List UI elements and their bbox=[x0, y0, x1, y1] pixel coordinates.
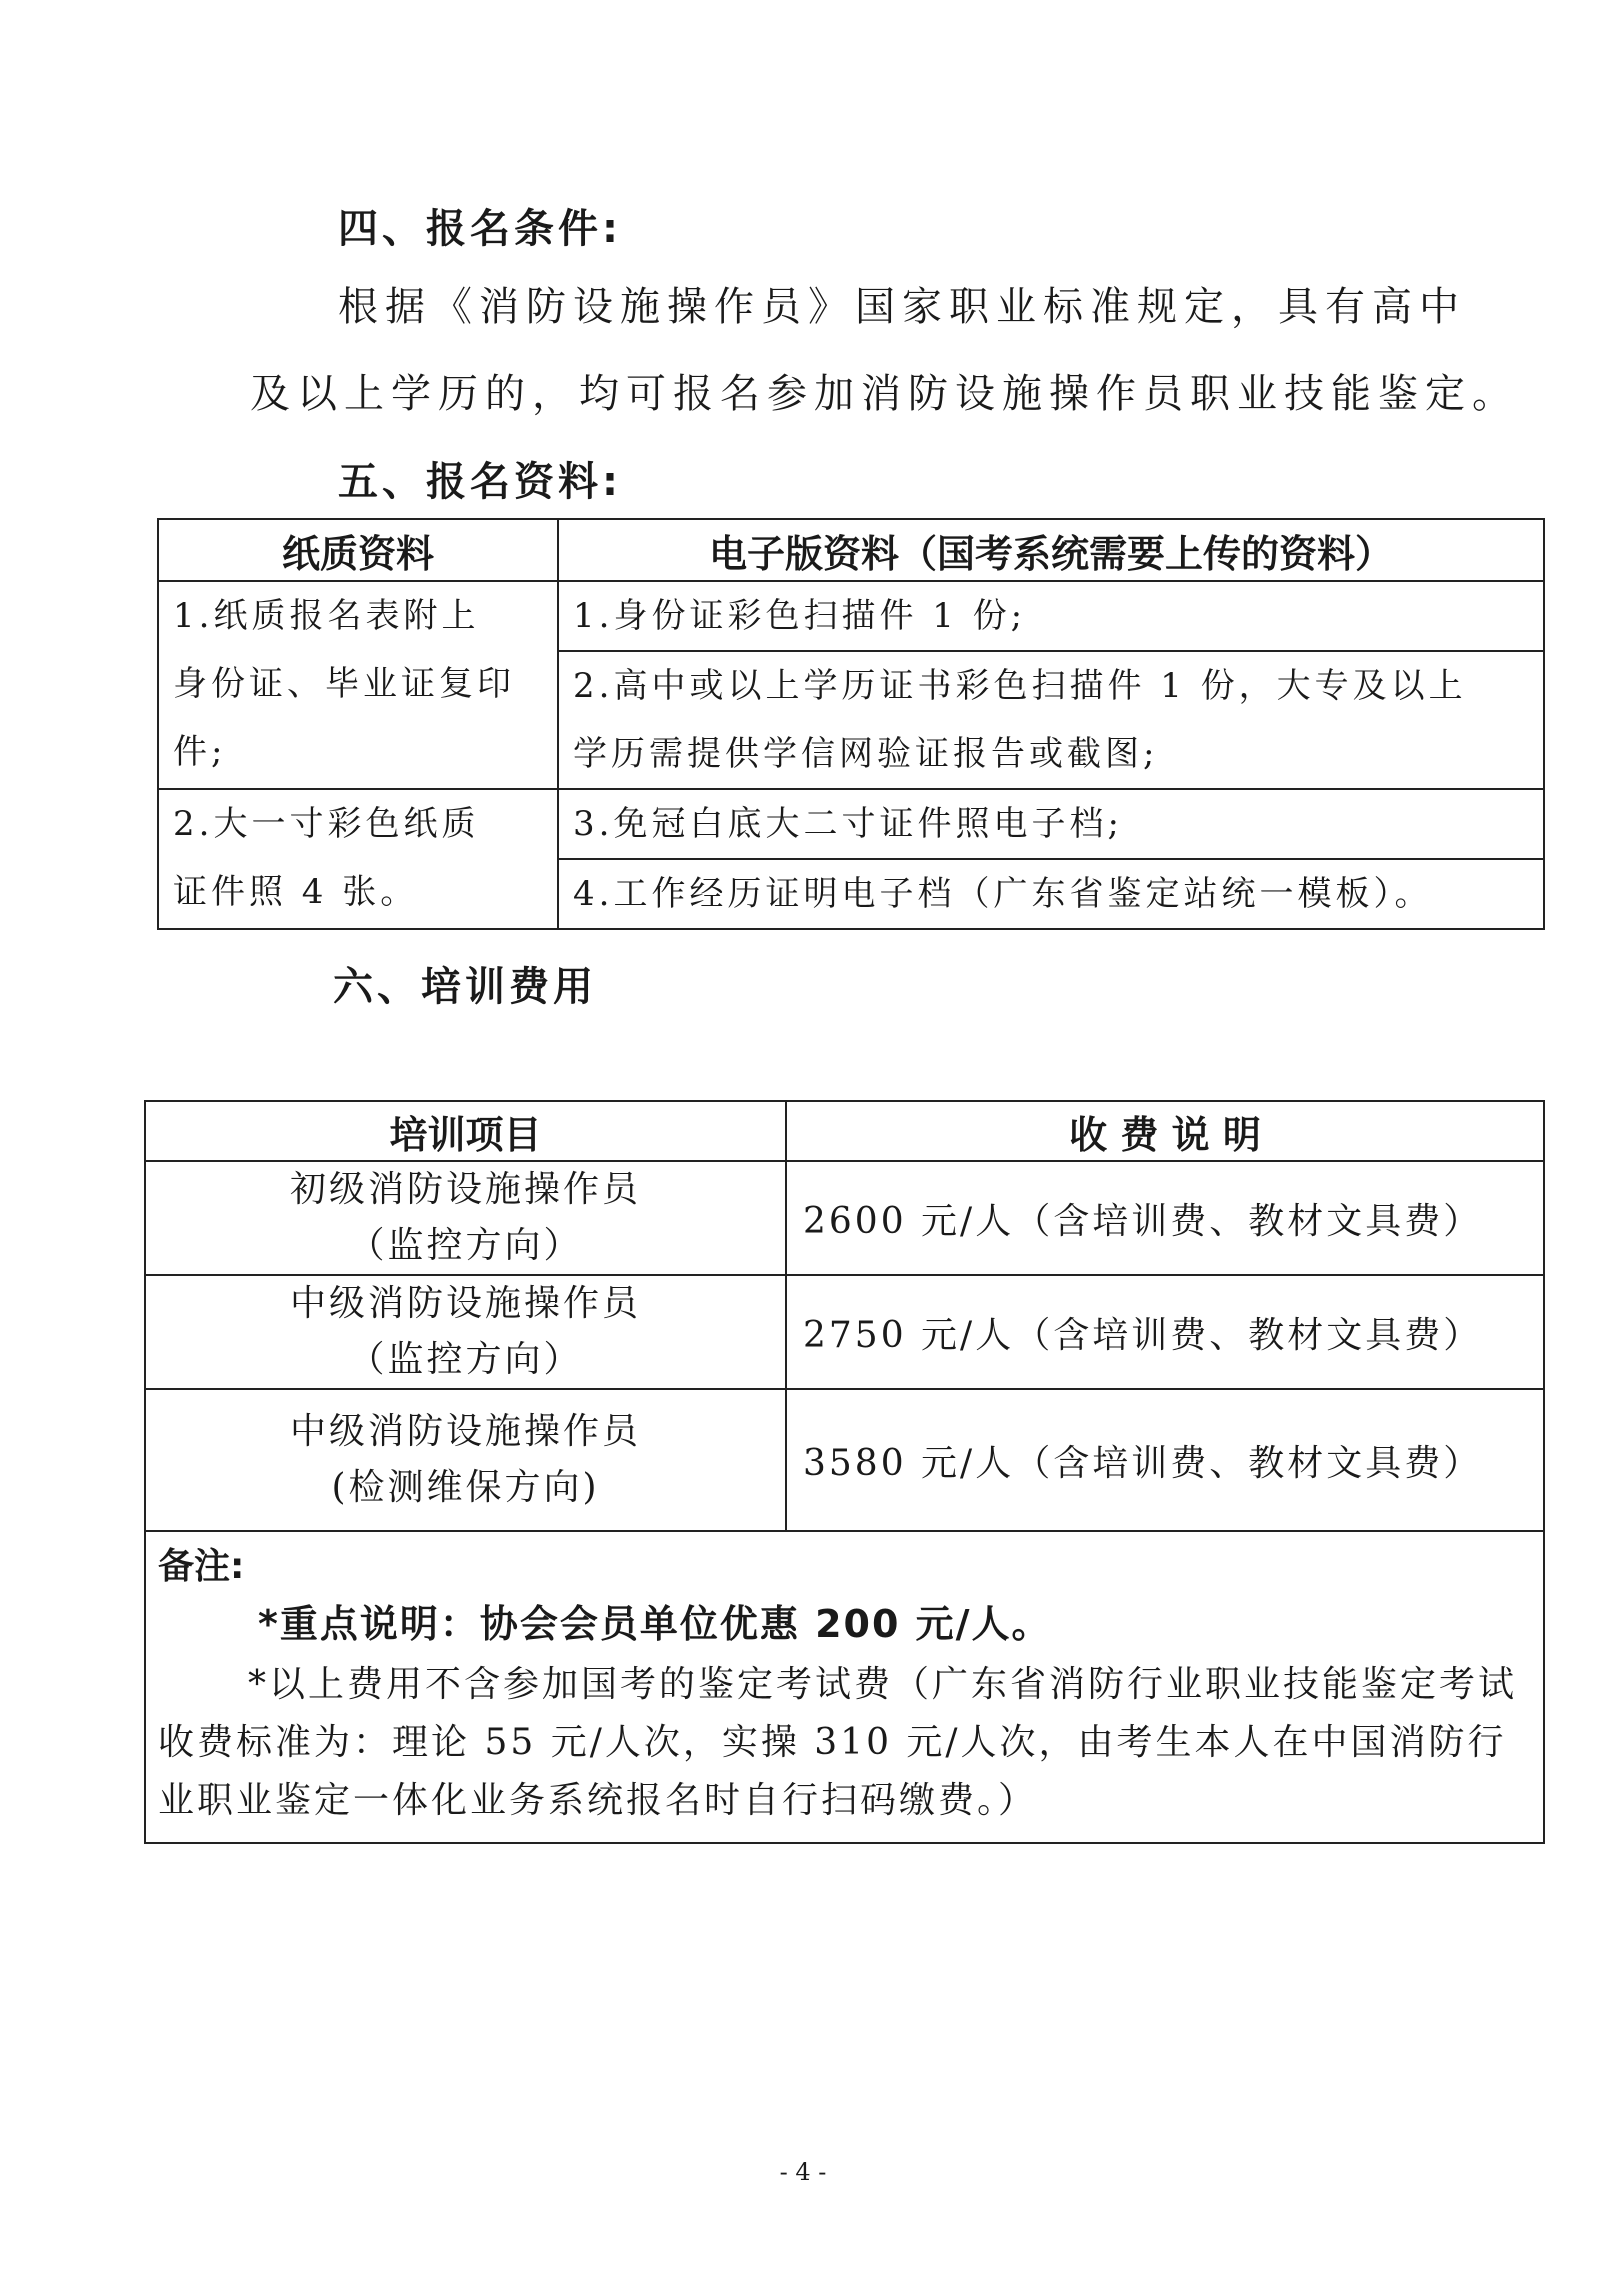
electronic-material-3-line-1: 3.免冠白底大二寸证件照电子档; bbox=[573, 804, 1123, 844]
fees-header-row bbox=[145, 1101, 1544, 1161]
table-row bbox=[145, 1161, 1544, 1275]
fee-item-1-direction: （监控方向） bbox=[348, 1225, 583, 1266]
electronic-material-4-line-1: 4.工作经历证明电子档（广东省鉴定站统一模板）。 bbox=[573, 874, 1433, 914]
section-5-title: 五、报名资料: bbox=[338, 459, 622, 505]
notes-cell bbox=[145, 1531, 1544, 1843]
paper-material-1 bbox=[158, 581, 558, 789]
electronic-material-1 bbox=[558, 581, 1544, 651]
materials-header-paper: 纸质资料 bbox=[158, 519, 558, 581]
notes-key-point: *重点说明：协会会员单位优惠 200 元/人。 bbox=[258, 1602, 1052, 1646]
table-row bbox=[158, 789, 1544, 859]
table-row bbox=[145, 1389, 1544, 1531]
section-4-line-2: 及以上学历的，均可报名参加消防设施操作员职业技能鉴定。 bbox=[250, 371, 1519, 417]
electronic-material-4 bbox=[558, 859, 1544, 929]
notes-label: 备注: bbox=[158, 1546, 245, 1587]
fee-item-1-name: 初级消防设施操作员 bbox=[289, 1169, 641, 1210]
electronic-material-2-line-1: 2.高中或以上学历证书彩色扫描件 1 份，大专及以上 bbox=[573, 666, 1467, 706]
paper-material-1-line-3: 件; bbox=[173, 732, 227, 772]
paper-material-1-line-2: 身份证、毕业证复印 bbox=[173, 664, 515, 704]
fee-desc-3: 3580 元/人（含培训费、教材文具费） bbox=[786, 1389, 1544, 1531]
electronic-material-1-line-1: 1.身份证彩色扫描件 1 份; bbox=[573, 596, 1027, 636]
fee-item-2-direction: （监控方向） bbox=[348, 1339, 583, 1380]
fee-item-3-name: 中级消防设施操作员 bbox=[289, 1411, 641, 1452]
electronic-material-2-line-2: 学历需提供学信网验证报告或截图; bbox=[573, 734, 1159, 774]
notes-text: *以上费用不含参加国考的鉴定考试费（广东省消防行业职业技能鉴定考试收费标准为：理论 55 元/人次，实操 310 元/人次，由考生本人在中国消防行业职业鉴定一体化业务系统报名时自行扫码缴费。） bbox=[158, 1664, 1518, 1821]
section-4-title: 四、报名条件: bbox=[338, 206, 622, 252]
materials-table bbox=[157, 518, 1545, 930]
fee-item-3 bbox=[145, 1389, 786, 1531]
fee-desc-1: 2600 元/人（含培训费、教材文具费） bbox=[786, 1161, 1544, 1275]
section-4-line-1: 根据《消防设施操作员》国家职业标准规定，具有高中 bbox=[338, 284, 1466, 330]
table-row bbox=[145, 1275, 1544, 1389]
paper-material-1-line-1: 1.纸质报名表附上 bbox=[173, 596, 480, 636]
fee-item-1 bbox=[145, 1161, 786, 1275]
electronic-material-3 bbox=[558, 789, 1544, 859]
section-6-title: 六、培训费用 bbox=[333, 964, 597, 1010]
fee-item-2 bbox=[145, 1275, 786, 1389]
electronic-material-2 bbox=[558, 651, 1544, 789]
paper-material-2-line-2: 证件照 4 张。 bbox=[173, 872, 419, 912]
fees-header-desc: 收 费 说 明 bbox=[786, 1101, 1544, 1161]
paper-material-2-line-1: 2.大一寸彩色纸质 bbox=[173, 804, 480, 844]
materials-header-electronic: 电子版资料（国考系统需要上传的资料） bbox=[558, 519, 1544, 581]
fee-item-3-direction: (检测维保方向) bbox=[331, 1467, 600, 1508]
notes-row bbox=[145, 1531, 1544, 1843]
fee-item-2-name: 中级消防设施操作员 bbox=[289, 1283, 641, 1324]
fees-header-item: 培训项目 bbox=[145, 1101, 786, 1161]
table-row bbox=[158, 581, 1544, 651]
materials-header-row bbox=[158, 519, 1544, 581]
paper-material-2 bbox=[158, 789, 558, 929]
page-number: - 4 - bbox=[779, 2158, 827, 2186]
fees-table bbox=[144, 1100, 1545, 1844]
fee-desc-2: 2750 元/人（含培训费、教材文具费） bbox=[786, 1275, 1544, 1389]
